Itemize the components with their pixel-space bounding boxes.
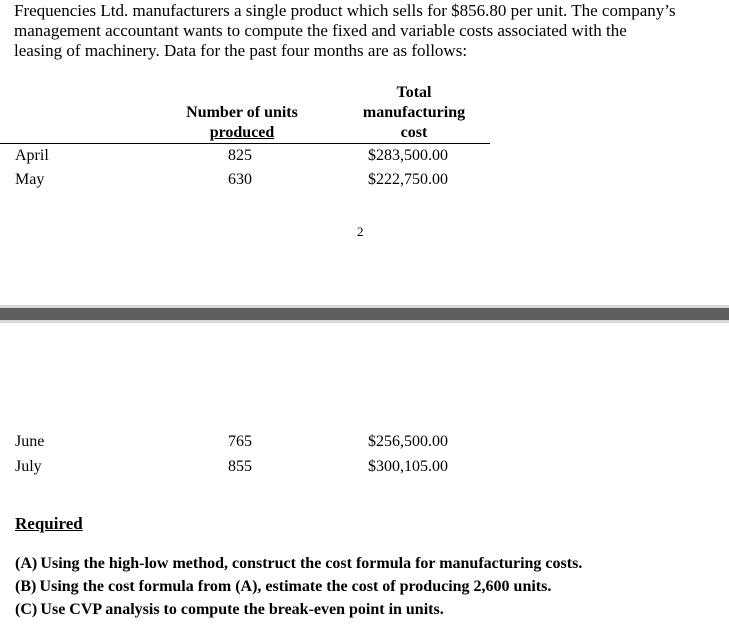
required-heading: Required	[15, 514, 83, 533]
question-b: (B) Using the cost formula from (A), estimate the cost of producing 2,600 units.	[15, 578, 552, 595]
units-cell: 825	[228, 147, 252, 164]
cost-cell: $222,750.00	[368, 171, 448, 188]
units-header-line-2: produced	[209, 124, 275, 141]
cost-header-line-3: cost	[400, 124, 428, 141]
table-header-rule	[0, 143, 490, 144]
intro-line-1: Frequencies Ltd. manufacturers a single product which sells for $856.80 per unit. The company’s	[14, 1, 676, 20]
cost-cell: $283,500.00	[368, 147, 448, 164]
units-cell: 765	[228, 433, 252, 450]
units-header-line-1: Number of units	[186, 104, 298, 121]
intro-line-2: management accountant wants to compute the fixed and variable costs associated with the	[14, 21, 627, 40]
units-cell: 630	[228, 171, 252, 188]
question-c: (C) Use CVP analysis to compute the break-even point in units.	[15, 601, 444, 618]
cost-header-line-1: Total	[396, 84, 432, 101]
month-cell: April	[15, 147, 49, 164]
question-a: (A) Using the high-low method, construct the cost formula for manufacturing costs.	[15, 555, 583, 572]
manufacturing-cost-header	[344, 83, 484, 143]
cost-cell: $300,105.00	[368, 458, 448, 475]
units-produced-header	[170, 103, 314, 143]
intro-line-3: leasing of machinery. Data for the past four months are as follows:	[14, 41, 468, 60]
units-cell: 855	[228, 458, 252, 475]
month-cell: May	[15, 171, 45, 188]
page-number: 2	[357, 224, 364, 239]
page-break-divider	[0, 305, 729, 323]
month-cell: June	[15, 433, 45, 450]
page-break-bar	[0, 308, 729, 320]
cost-header-line-2: manufacturing	[362, 104, 466, 121]
cost-cell: $256,500.00	[368, 433, 448, 450]
problem-intro	[14, 1, 714, 61]
month-cell: July	[15, 458, 42, 475]
